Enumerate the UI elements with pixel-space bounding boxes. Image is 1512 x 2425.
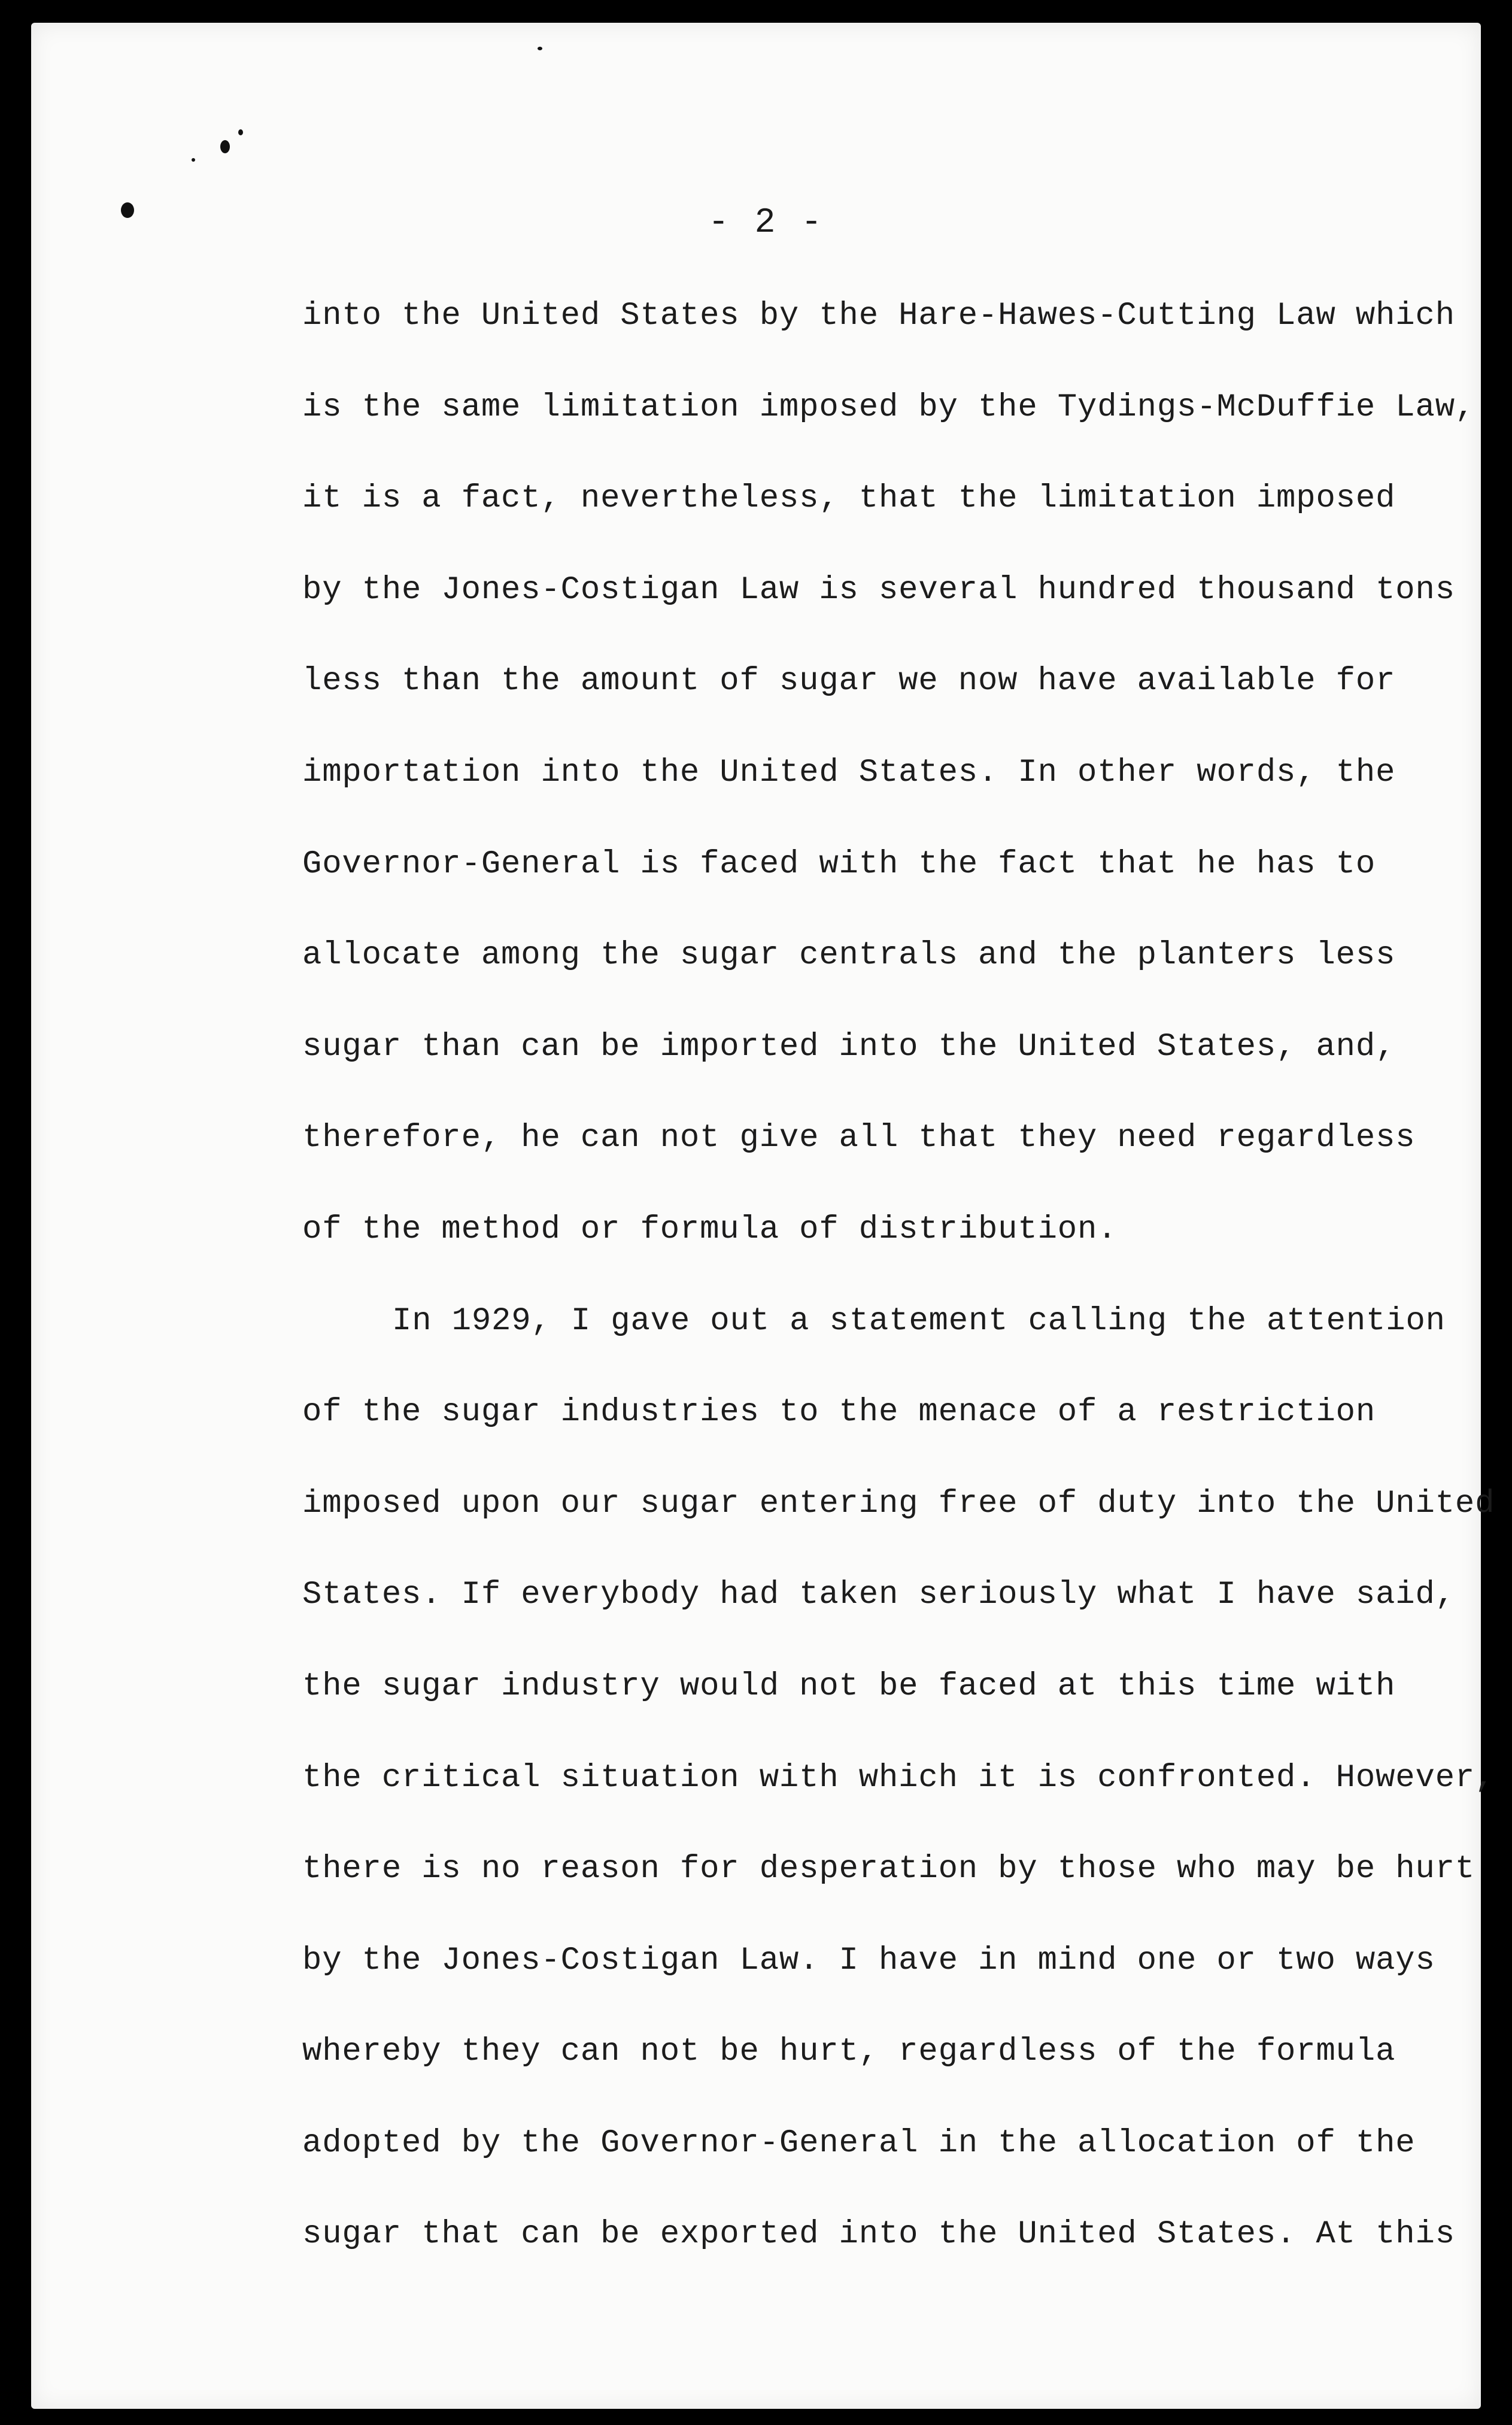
text-line: there is no reason for desperation by those who may be hurt	[302, 1851, 1475, 1888]
ink-speck	[538, 47, 542, 50]
text-line: by the Jones-Costigan Law. I have in mind one or two ways	[302, 1942, 1435, 1979]
text-line: the critical situation with which it is confronted. However,	[302, 1759, 1495, 1796]
text-line: whereby they can not be hurt, regardless of the formula	[302, 2033, 1396, 2071]
ink-speck	[220, 140, 230, 153]
text-line: importation into the United States. In other words, the	[302, 754, 1396, 791]
text-line: it is a fact, nevertheless, that the limitation imposed	[302, 480, 1396, 517]
text-line: of the method or formula of distribution.	[302, 1211, 1118, 1248]
text-line: Governor-General is faced with the fact that he has to	[302, 845, 1376, 883]
body-text	[302, 280, 1495, 2290]
page-number: - 2 -	[708, 204, 825, 242]
text-line: imposed upon our sugar entering free of duty into the United	[302, 1485, 1495, 1522]
text-line: adopted by the Governor-General in the allocation of the	[302, 2124, 1416, 2162]
text-line: less than the amount of sugar we now have available for	[302, 663, 1396, 700]
text-line: into the United States by the Hare-Hawes-Cutting Law which	[302, 298, 1455, 334]
text-line: sugar that can be exported into the United States. At this	[302, 2216, 1455, 2253]
text-line: States. If everybody had taken seriously what I have said,	[302, 1577, 1455, 1614]
ink-speck	[192, 158, 195, 162]
text-line: allocate among the sugar centrals and the planters less	[302, 937, 1396, 974]
text-line: therefore, he can not give all that they need regardless	[302, 1120, 1416, 1157]
ink-speck	[238, 129, 243, 135]
paragraph-start-line: In 1929, I gave out a statement calling the attention	[392, 1302, 1446, 1339]
text-line: sugar than can be imported into the United States, and,	[302, 1028, 1396, 1065]
text-line: is the same limitation imposed by the Tydings-McDuffie Law,	[302, 389, 1475, 426]
text-line: by the Jones-Costigan Law is several hundred thousand tons	[302, 571, 1455, 608]
text-line: of the sugar industries to the menace of a restriction	[302, 1394, 1376, 1431]
text-line: the sugar industry would not be faced at this time with	[302, 1668, 1396, 1705]
